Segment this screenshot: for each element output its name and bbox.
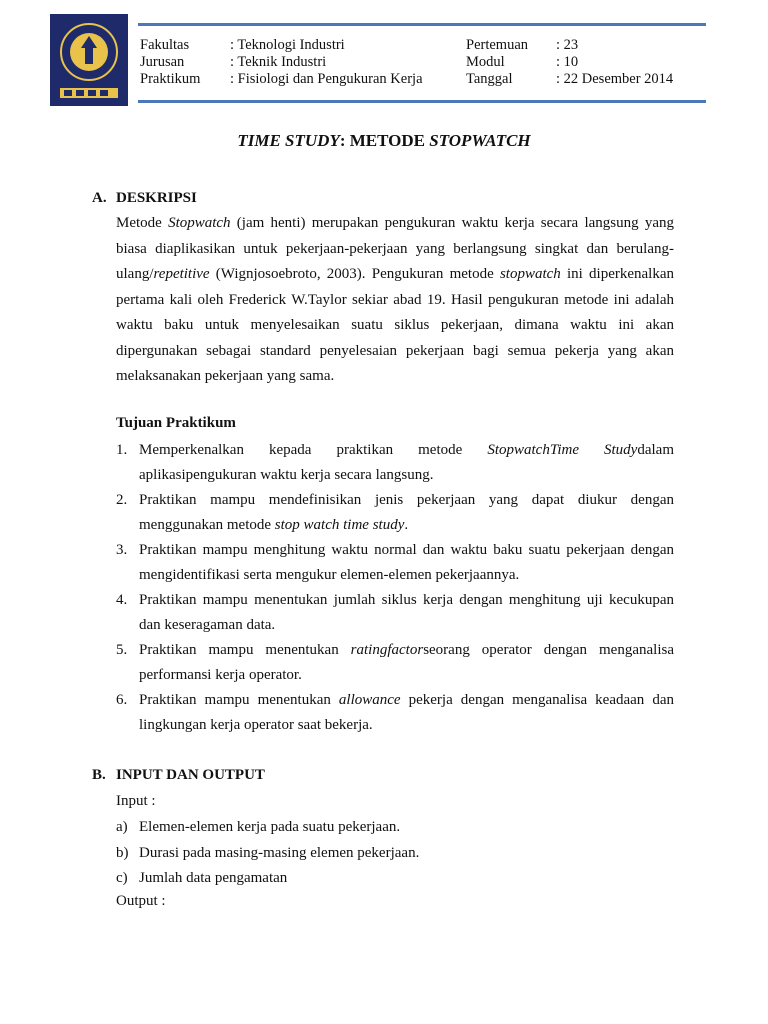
text-run: pekerja dengan menganalisa keadaan dan lingkungan kerja operator saat bekerja. bbox=[139, 692, 674, 733]
university-logo bbox=[50, 14, 128, 106]
section-b-heading bbox=[92, 767, 265, 784]
text-run: Metode bbox=[116, 215, 169, 231]
description-paragraph bbox=[116, 211, 674, 390]
output-label: Output : bbox=[116, 893, 166, 909]
header-label: Jurusan bbox=[140, 54, 185, 70]
text-run: Praktikan mampu menentukan bbox=[139, 692, 339, 708]
text-run-italic: ratingfactor bbox=[350, 642, 424, 658]
page-title bbox=[0, 131, 768, 151]
text-run-italic: stop watch time study bbox=[274, 517, 405, 533]
list-number: 2. bbox=[116, 492, 128, 508]
title-italic: TIME STUDY bbox=[237, 131, 340, 150]
header-value: : 23 bbox=[556, 37, 579, 53]
list-text bbox=[139, 488, 674, 538]
section-title: DESKRIPSI bbox=[116, 190, 197, 206]
list-text bbox=[139, 688, 674, 738]
list-text bbox=[139, 438, 674, 488]
input-list-item bbox=[116, 870, 287, 887]
list-number: 6. bbox=[116, 692, 128, 708]
text-run-italic: repetitive bbox=[153, 266, 210, 282]
list-number: 1. bbox=[116, 442, 128, 458]
text-run: seorang operator dengan menganalisa performansi kerja operator. bbox=[139, 642, 674, 683]
header-value: : Fisiologi dan Pengukuran Kerja bbox=[230, 71, 423, 87]
header-value: : Teknologi Industri bbox=[230, 37, 345, 53]
list-number: 4. bbox=[116, 592, 128, 608]
text-run: (Wignjosoebroto, 2003). Pengukuran metode bbox=[209, 266, 500, 282]
header-top-rule bbox=[138, 23, 706, 26]
list-number: 3. bbox=[116, 542, 128, 558]
list-text bbox=[139, 638, 674, 688]
input-list-item bbox=[116, 819, 400, 836]
section-title: INPUT DAN OUTPUT bbox=[116, 767, 265, 783]
text-run: ini diperkenalkan pertama kali oleh Frederick W.Taylor sekiar abad 19. Hasil pengukuran metode ini adalah waktu baku untuk menyelesaikan suatu siklus pekerjaan, dimana waktu ini akan dipergunakan sebagai standard penyelesaian pekerjaan bagi semua pekerja yang akan melaksanakan pekerjaan yang sama. bbox=[116, 266, 674, 384]
text-run: Praktikan mampu mendefinisikan jenis pekerjaan yang dapat diukur dengan menggunakan metode bbox=[139, 492, 674, 533]
input-label: Input : bbox=[116, 793, 156, 809]
header-label: Fakultas bbox=[140, 37, 190, 53]
list-item bbox=[116, 588, 674, 638]
list-item bbox=[116, 688, 674, 738]
input-list-item bbox=[116, 845, 419, 862]
header-bottom-rule bbox=[138, 100, 706, 103]
text-run: . bbox=[404, 517, 409, 533]
text-run: Memperkenalkan kepada praktikan metode bbox=[139, 442, 488, 458]
list-item bbox=[116, 538, 674, 588]
list-number: c) bbox=[116, 870, 128, 886]
list-number: a) bbox=[116, 819, 128, 835]
title-italic: STOPWATCH bbox=[429, 131, 531, 150]
text-run: dalam aplikasipengukuran waktu kerja secara langsung. bbox=[139, 442, 675, 483]
header-label: Pertemuan bbox=[466, 37, 529, 53]
list-number: 5. bbox=[116, 642, 128, 658]
section-letter: B. bbox=[92, 767, 106, 783]
university-seal-icon bbox=[50, 14, 128, 106]
text-run-italic: StopwatchTime Study bbox=[487, 442, 638, 458]
text-run-italic: allowance bbox=[338, 692, 401, 708]
section-a-heading bbox=[92, 190, 197, 207]
list-text bbox=[139, 588, 674, 638]
text-run: Praktikan mampu menghitung waktu normal dan waktu baku suatu pekerjaan dengan mengidentifikasi serta mengukur elemen-elemen pekerjaannya. bbox=[139, 542, 674, 583]
header-label: Praktikum bbox=[140, 71, 201, 87]
list-item bbox=[116, 638, 674, 688]
text-run: Praktikan mampu menentukan jumlah siklus kerja dengan menghitung uji kecukupan dan keseragaman data. bbox=[139, 592, 674, 633]
list-item bbox=[116, 488, 674, 538]
list-text: Durasi pada masing-masing elemen pekerjaan. bbox=[139, 845, 420, 861]
tujuan-heading: Tujuan Praktikum bbox=[116, 415, 236, 431]
header-value: : Teknik Industri bbox=[230, 54, 327, 70]
text-run: Praktikan mampu menentukan bbox=[139, 642, 351, 658]
header-label: Tanggal bbox=[466, 71, 513, 87]
list-text: Jumlah data pengamatan bbox=[139, 870, 288, 886]
header-label: Modul bbox=[466, 54, 505, 70]
text-run-italic: Stopwatch bbox=[168, 215, 231, 231]
text-run: (jam henti) merupakan pengukuran waktu kerja secara langsung yang biasa diaplikasikan untuk pekerjaan-pekerjaan yang berlangsung singkat dan berulang-ulang/ bbox=[116, 215, 674, 282]
list-item bbox=[116, 438, 674, 488]
header-value: : 10 bbox=[556, 54, 579, 70]
header-value: : 22 Desember 2014 bbox=[556, 71, 674, 87]
section-letter: A. bbox=[92, 190, 107, 206]
list-number: b) bbox=[116, 845, 129, 861]
list-text bbox=[139, 538, 674, 588]
list-text: Elemen-elemen kerja pada suatu pekerjaan. bbox=[139, 819, 401, 835]
text-run-italic: stopwatch bbox=[499, 266, 561, 282]
title-plain: : METODE bbox=[339, 131, 430, 150]
